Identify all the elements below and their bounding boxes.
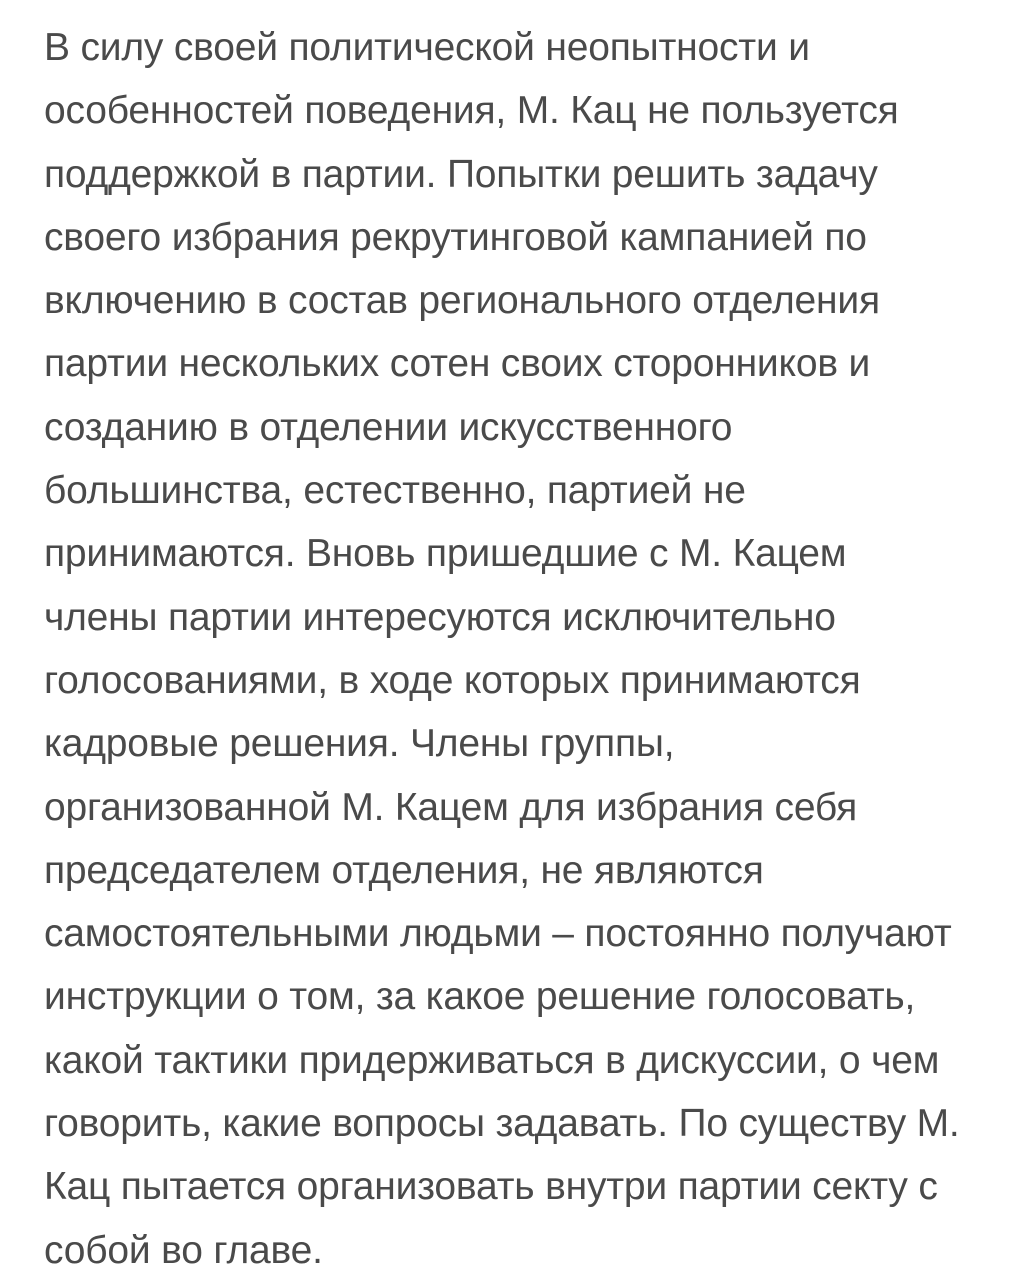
text-line: инструкции о том, за какое решение голосовать, [44,975,916,1019]
text-line: члены партии интересуются исключительно [44,595,836,639]
text-line: особенностей поведения, М. Кац не пользуется [44,89,899,133]
text-line: председателем отделения, не являются [44,848,764,892]
text-line: партии нескольких сотен своих сторонников и [44,342,871,386]
text-line: голосованиями, в ходе которых принимаются [44,658,861,702]
text-line: созданию в отделении искусственного [44,405,733,449]
text-line: своего избрания рекрутинговой кампанией по [44,215,867,259]
text-line: организованной М. Кацем для избрания себя [44,785,858,829]
text-line: большинства, естественно, партией не [44,469,746,513]
text-line: говорить, какие вопросы задавать. По существу М. [44,1102,960,1146]
text-line: В силу своей политической неопытности и [44,26,810,69]
text-line: Кац пытается организовать внутри партии секту с [44,1165,938,1209]
text-line: принимаются. Вновь пришедшие с М. Кацем [44,532,847,576]
text-line: самостоятельными людьми – постоянно получают [44,912,952,956]
text-line: какой тактики придерживаться в дискуссии, о чем [44,1038,940,1082]
text-line: поддержкой в партии. Попытки решить задачу [44,152,878,196]
text-line: собой во главе. [44,1228,323,1272]
text-line: включению в состав регионального отделения [44,279,880,323]
text-line: кадровые решения. Члены группы, [44,722,675,766]
